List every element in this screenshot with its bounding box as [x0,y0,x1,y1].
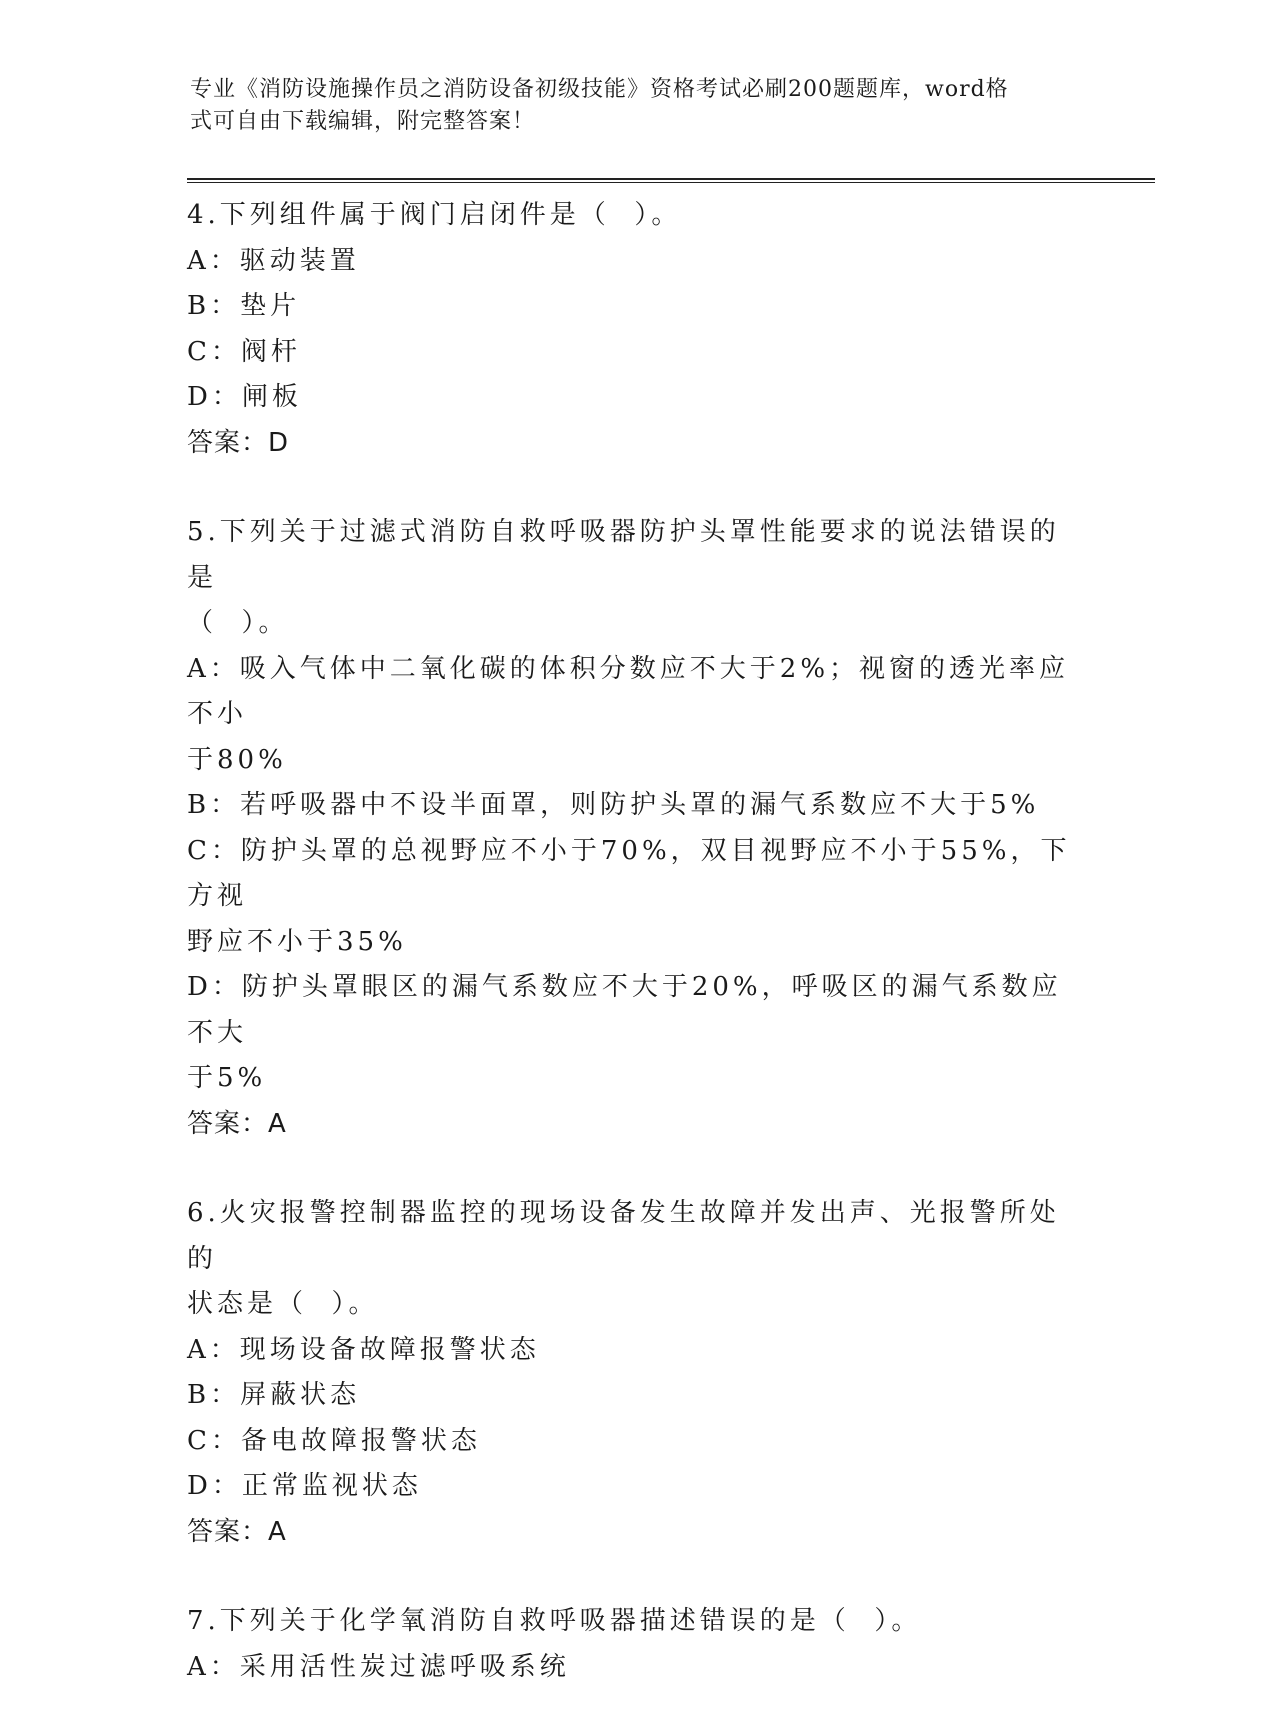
option-line: A：驱动装置 [187,245,360,276]
option-line: B：垫片 [187,291,301,321]
question-block [187,510,1087,1147]
answer-line: 答案：A [187,1108,287,1139]
option-line: D：闸板 [187,382,302,412]
question-stem-line: 6.火灾报警控制器监控的现场设备发生故障并发出声、光报警所处的 [187,1198,1060,1274]
option-line: A：采用活性炭过滤呼吸系统 [187,1651,570,1682]
option-line: B：若呼吸器中不设半面罩，则防护头罩的漏气系数应不大于5% [187,790,1040,820]
option-line: D：正常监视状态 [187,1471,422,1501]
header-line-2: 式可自由下载编辑，附完整答案！ [190,109,536,134]
option-line: B：屏蔽状态 [187,1380,361,1410]
option-line: 于80% [187,744,287,775]
page-header [190,74,1070,138]
question-block [187,1599,1087,1690]
question-stem-line: 4.下列组件属于阀门启闭件是（ ）。 [187,200,682,230]
question-list [187,193,1087,1734]
header-line-1: 专业《消防设施操作员之消防设备初级技能》资格考试必刷200题题库，word格 [190,77,1009,102]
option-line: A：现场设备故障报警状态 [187,1334,540,1365]
question-block [187,193,1087,466]
option-line: 野应不小于35% [187,926,407,957]
option-line: D：防护头罩眼区的漏气系数应不大于20%，呼吸区的漏气系数应不大 [187,972,1062,1048]
answer-line: 答案：D [187,427,290,458]
question-stem-line: 状态是（ ）。 [187,1289,379,1319]
question-block [187,1191,1087,1555]
option-line: C：阀杆 [187,336,301,367]
option-line: A：吸入气体中二氧化碳的体积分数应不大于2%；视窗的透光率应不小 [187,653,1070,729]
question-stem-line: 7.下列关于化学氧消防自救呼吸器描述错误的是（ ）。 [187,1606,922,1636]
question-stem-line: （ ）。 [187,608,289,638]
option-line: C：备电故障报警状态 [187,1425,481,1456]
question-stem-line: 5.下列关于过滤式消防自救呼吸器防护头罩性能要求的说法错误的是 [187,517,1060,593]
header-divider [187,178,1155,183]
option-line: 于5% [187,1063,267,1093]
option-line: C：防护头罩的总视野应不小于70%，双目视野应不小于55%，下方视 [187,835,1071,911]
answer-line: 答案：A [187,1516,287,1547]
